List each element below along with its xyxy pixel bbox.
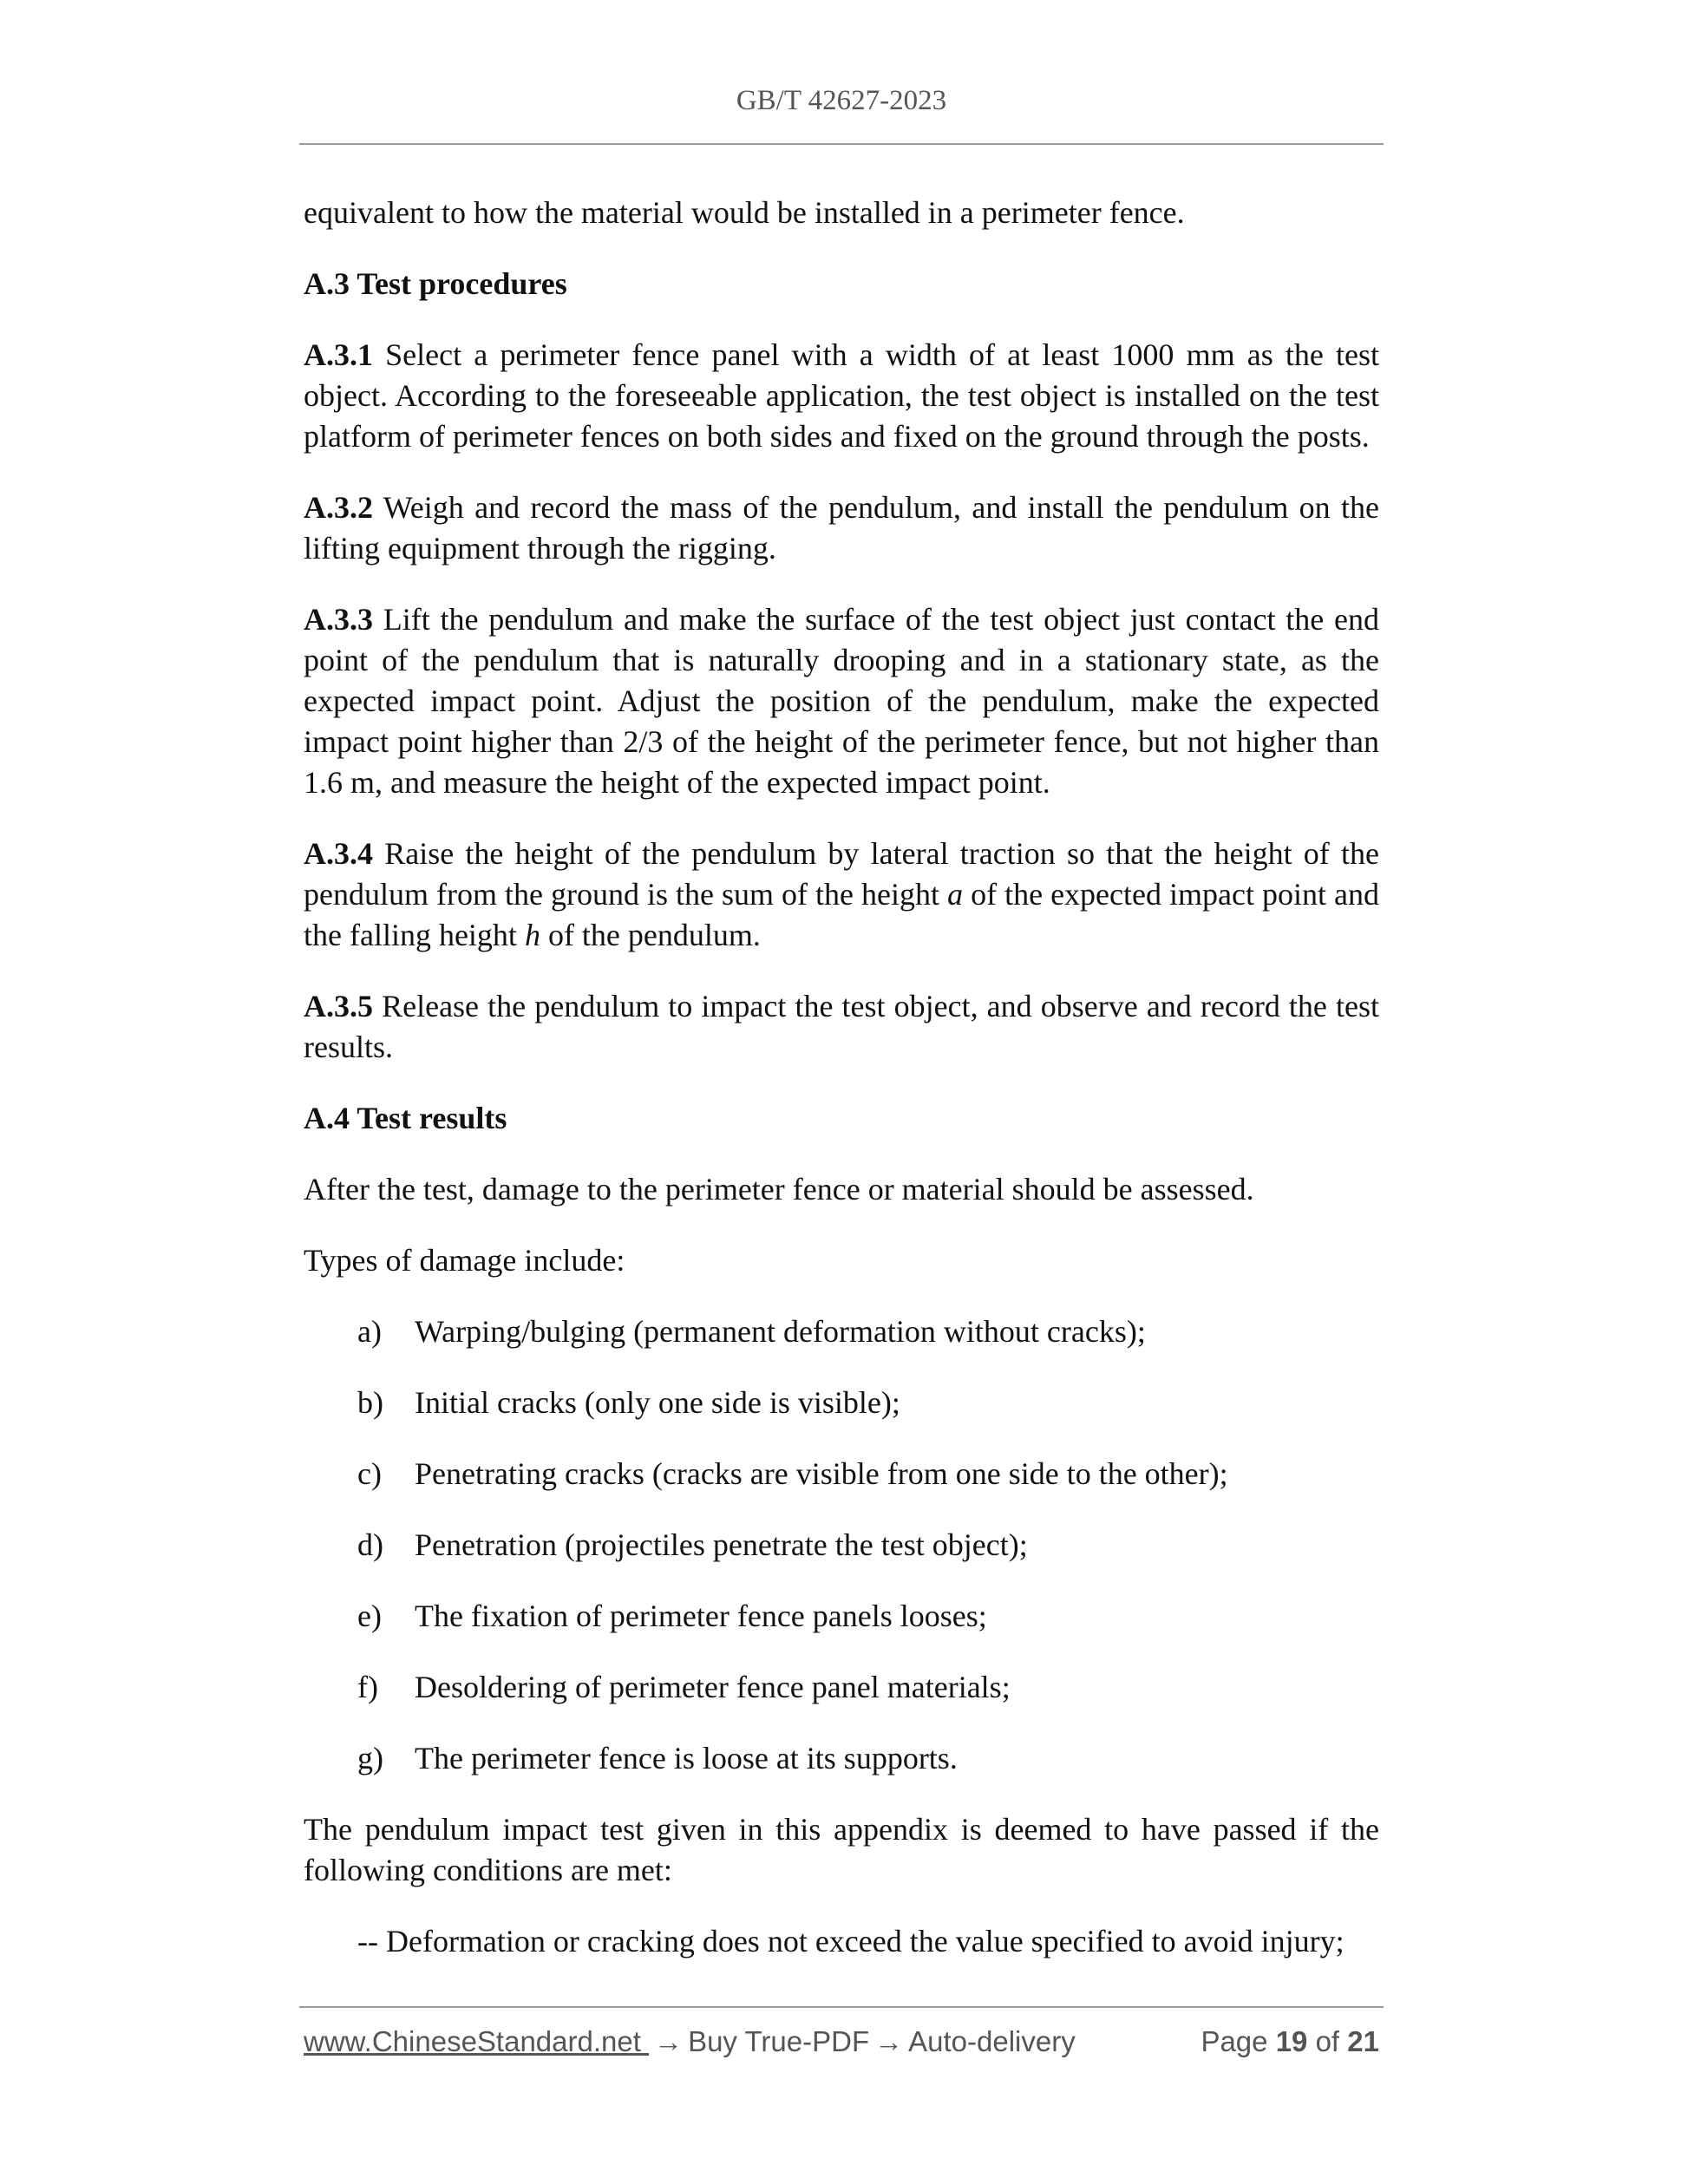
clause-a3-4 bbox=[304, 834, 1379, 956]
page-header-standard-id: GB/T 42627-2023 bbox=[736, 85, 947, 116]
clause-text: Weigh and record the mass of the pendulum, and install the pendulum on the lifting equipment through the rigging. bbox=[304, 490, 1379, 566]
page-body bbox=[304, 193, 1379, 1992]
section-heading-a4: A.4 Test results bbox=[304, 1101, 507, 1135]
list-item bbox=[304, 1738, 1379, 1779]
list-item-text: Desoldering of perimeter fence panel materials; bbox=[415, 1670, 1011, 1704]
pass-conditions-paragraph: The pendulum impact test given in this appendix is deemed to have passed if the following conditions are met: bbox=[304, 1812, 1379, 1887]
list-item-text: Warping/bulging (permanent deformation without cracks); bbox=[415, 1314, 1146, 1349]
footer-left bbox=[304, 2025, 1076, 2058]
list-item-letter: c) bbox=[357, 1456, 382, 1491]
list-item-text: Penetrating cracks (cracks are visible from one side to the other); bbox=[415, 1456, 1228, 1491]
auto-delivery-text: Auto-delivery bbox=[908, 2025, 1076, 2057]
clause-a3-1 bbox=[304, 335, 1379, 457]
list-item-text: Initial cracks (only one side is visible); bbox=[415, 1385, 900, 1420]
list-item-letter: f) bbox=[357, 1670, 378, 1704]
clause-number: A.3.3 bbox=[304, 602, 373, 637]
current-page-number: 19 bbox=[1275, 2025, 1308, 2057]
clause-a3-2 bbox=[304, 487, 1379, 569]
list-item bbox=[304, 1667, 1379, 1708]
list-item bbox=[304, 1454, 1379, 1494]
header-divider bbox=[299, 143, 1384, 145]
intro-continuation: equivalent to how the material would be installed in a perimeter fence. bbox=[304, 195, 1185, 230]
damage-types-intro: Types of damage include: bbox=[304, 1243, 625, 1278]
pass-condition-item: -- Deformation or cracking does not exceed the value specified to avoid injury; bbox=[357, 1924, 1345, 1958]
list-item-text: The fixation of perimeter fence panels looses; bbox=[415, 1599, 987, 1633]
variable-h: h bbox=[524, 918, 540, 952]
list-item bbox=[304, 1311, 1379, 1352]
list-item bbox=[304, 1525, 1379, 1566]
clause-text: Raise the height of the pendulum by lateral traction so that the height of the pendulum from the ground is the sum of the height bbox=[304, 836, 1379, 912]
list-item-letter: e) bbox=[357, 1599, 382, 1633]
clause-text: of the pendulum. bbox=[540, 918, 761, 952]
list-item-text: The perimeter fence is loose at its supports. bbox=[415, 1741, 958, 1775]
footer-divider bbox=[299, 2006, 1384, 2008]
of-word: of bbox=[1315, 2025, 1340, 2057]
clause-number: A.3.4 bbox=[304, 836, 373, 871]
damage-types-list bbox=[304, 1311, 1379, 1779]
arrow-right-icon: → bbox=[874, 2025, 904, 2057]
site-link[interactable]: www.ChineseStandard.net bbox=[304, 2025, 650, 2057]
list-item-letter: a) bbox=[357, 1314, 382, 1349]
clause-text: Release the pendulum to impact the test object, and observe and record the test results. bbox=[304, 989, 1379, 1064]
variable-a: a bbox=[947, 877, 964, 912]
list-item-text: Penetration (projectiles penetrate the test object); bbox=[415, 1527, 1028, 1562]
list-item-letter: g) bbox=[357, 1741, 383, 1775]
clause-number: A.3.5 bbox=[304, 989, 373, 1023]
list-item-letter: b) bbox=[357, 1385, 383, 1420]
page-word: Page bbox=[1201, 2025, 1268, 2057]
clause-text: of the expected impact point and the falling height bbox=[304, 877, 1379, 952]
page-footer bbox=[304, 2025, 1379, 2063]
list-item bbox=[304, 1596, 1379, 1637]
clause-text: Select a perimeter fence panel with a width of at least 1000 mm as the test object. According to the foreseeable application, the test object is installed on the test platform of perimeter fences on both sides and fixed on the ground through the posts. bbox=[304, 337, 1379, 454]
section-heading-a3: A.3 Test procedures bbox=[304, 266, 567, 301]
clause-number: A.3.2 bbox=[304, 490, 373, 525]
arrow-right-icon: → bbox=[654, 2025, 684, 2057]
clause-number: A.3.1 bbox=[304, 337, 373, 372]
results-paragraph: After the test, damage to the perimeter fence or material should be assessed. bbox=[304, 1172, 1254, 1206]
list-item bbox=[304, 1383, 1379, 1423]
list-item-letter: d) bbox=[357, 1527, 383, 1562]
clause-a3-3 bbox=[304, 599, 1379, 803]
buy-true-pdf-link[interactable]: Buy True-PDF bbox=[688, 2025, 870, 2057]
page-indicator bbox=[1201, 2025, 1379, 2058]
total-pages-number: 21 bbox=[1347, 2025, 1379, 2057]
clause-a3-5 bbox=[304, 986, 1379, 1068]
clause-text: Lift the pendulum and make the surface of the test object just contact the end point of the pendulum that is naturally drooping and in a stationary state, as the expected impact point. Adjust the position of the pendulum, make the expected impact point higher than 2/3 of the height of the perimeter fence, but not higher than 1.6 m, and measure the height of the expected impact point. bbox=[304, 602, 1379, 800]
